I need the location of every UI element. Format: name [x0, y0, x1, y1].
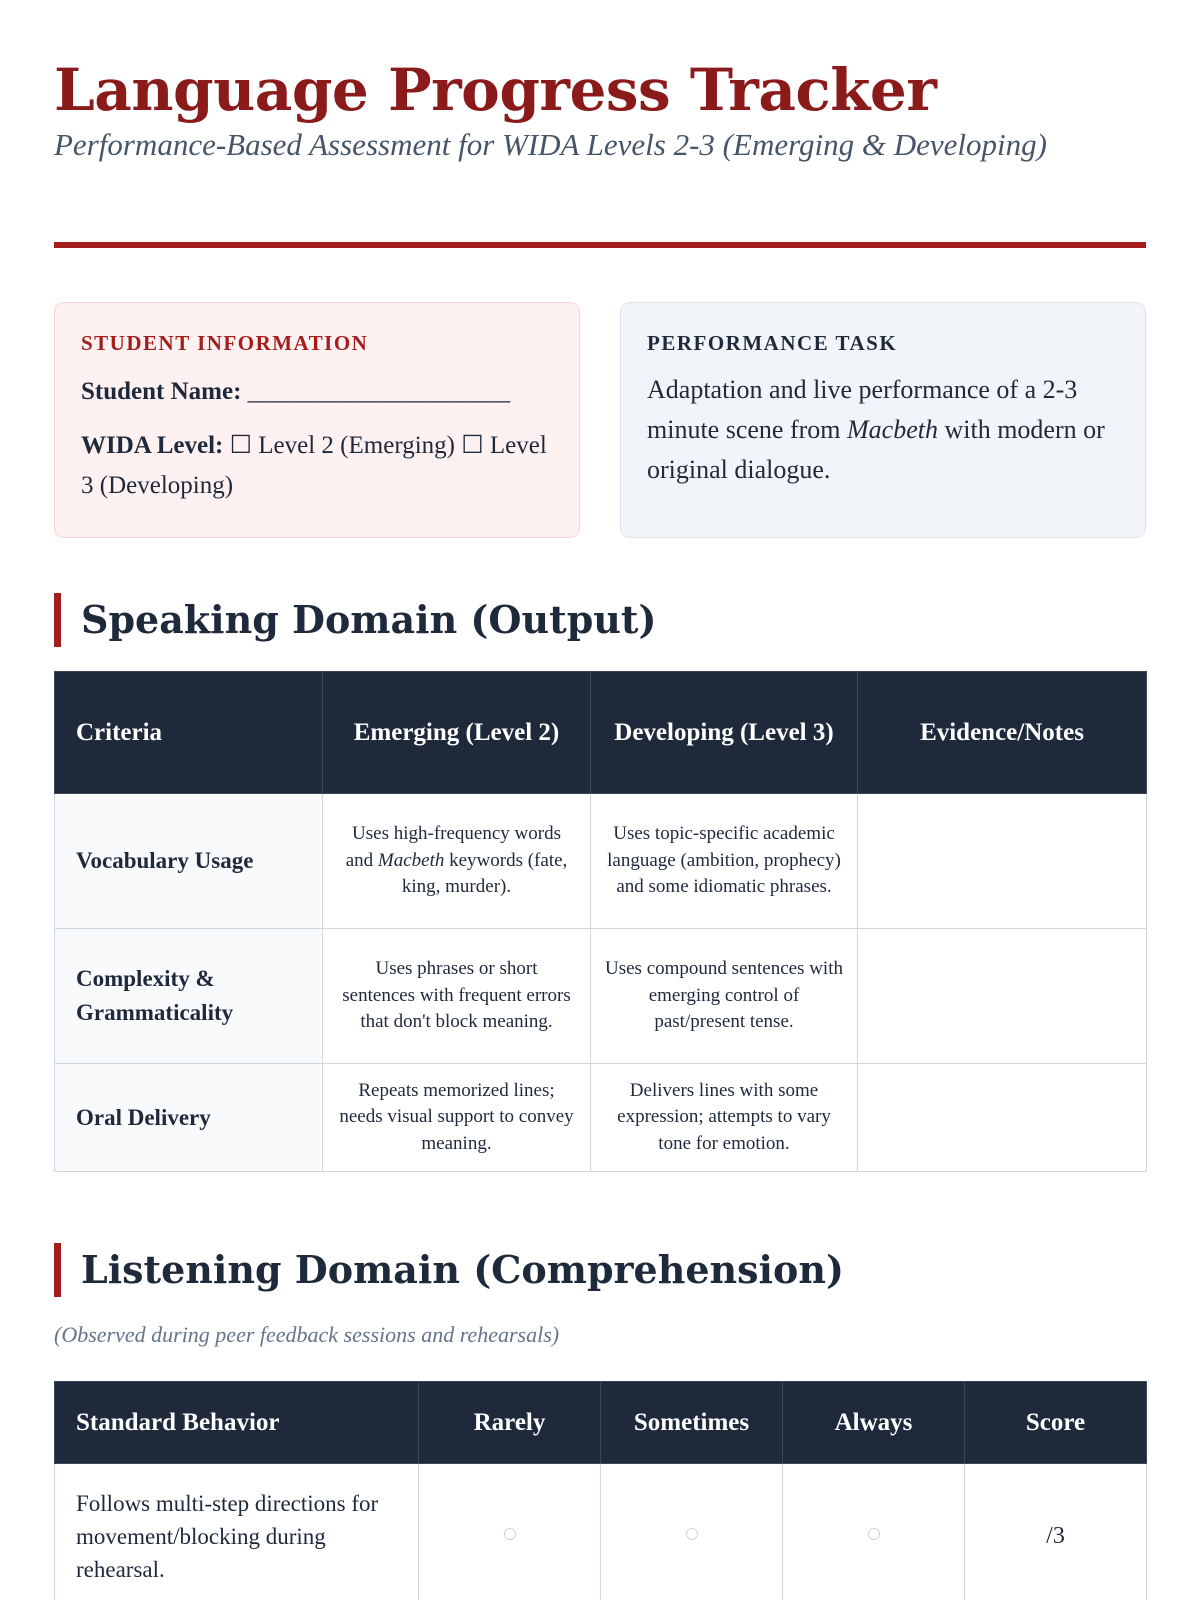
column-header: Always — [783, 1382, 965, 1464]
table-row — [55, 1064, 1147, 1172]
performance-task-card — [620, 302, 1146, 538]
evidence-notes-cell[interactable] — [858, 1064, 1147, 1172]
column-header: Developing (Level 3) — [591, 672, 858, 794]
sometimes-cell — [601, 1464, 783, 1600]
always-radio[interactable] — [868, 1528, 880, 1540]
column-header: Score — [965, 1382, 1147, 1464]
header-divider — [54, 242, 1146, 248]
table-row — [55, 929, 1147, 1064]
column-header: Emerging (Level 2) — [323, 672, 591, 794]
sometimes-radio[interactable] — [686, 1528, 698, 1540]
task-text-title: Macbeth — [847, 415, 938, 444]
performance-task-heading: PERFORMANCE TASK — [647, 331, 898, 355]
student-information-heading: STUDENT INFORMATION — [81, 331, 369, 355]
wida-level-field — [81, 426, 553, 506]
evidence-notes-cell[interactable] — [858, 929, 1147, 1064]
column-header: Standard Behavior — [55, 1382, 419, 1464]
student-name-field — [81, 372, 553, 412]
speaking-domain-heading: Speaking Domain (Output) — [54, 593, 656, 647]
evidence-notes-cell[interactable] — [858, 794, 1147, 929]
listening-rubric-table — [54, 1381, 1147, 1600]
emerging-cell: Uses phrases or short sentences with frequent errors that don't block meaning. — [323, 929, 591, 1064]
student-name-blank[interactable]: _____________________ — [247, 378, 511, 405]
student-name-label: Student Name: — [81, 378, 242, 405]
listening-note: (Observed during peer feedback sessions and rehearsals) — [54, 1322, 560, 1347]
column-header: Evidence/Notes — [858, 672, 1147, 794]
criteria-cell: Oral Delivery — [55, 1064, 323, 1172]
developing-cell: Delivers lines with some expression; attempts to vary tone for emotion. — [591, 1064, 858, 1172]
column-header: Criteria — [55, 672, 323, 794]
column-header: Sometimes — [601, 1382, 783, 1464]
behavior-cell: Follows multi-step directions for movement/blocking during rehearsal. — [55, 1464, 419, 1600]
criteria-cell: Vocabulary Usage — [55, 794, 323, 929]
table-header-row — [55, 1382, 1147, 1464]
developing-cell: Uses topic-specific academic language (ambition, prophecy) and some idiomatic phrases. — [591, 794, 858, 929]
page-subtitle: Performance-Based Assessment for WIDA Levels 2-3 (Emerging & Developing) — [54, 127, 1047, 162]
cell-text: keywords (fate, king, murder). — [401, 849, 568, 898]
rarely-cell — [419, 1464, 601, 1600]
emerging-cell: Repeats memorized lines; needs visual support to convey meaning. — [323, 1064, 591, 1172]
listening-domain-heading: Listening Domain (Comprehension) — [54, 1243, 844, 1297]
page-title: Language Progress Tracker — [54, 56, 937, 124]
speaking-rubric-table — [54, 671, 1147, 1172]
table-row — [55, 794, 1147, 929]
criteria-cell: Complexity & Grammaticality — [55, 929, 323, 1064]
always-cell — [783, 1464, 965, 1600]
table-row — [55, 1464, 1147, 1600]
table-header-row — [55, 672, 1147, 794]
cell-text-title: Macbeth — [377, 849, 445, 871]
score-cell — [965, 1464, 1147, 1600]
cell-text: Uses high-frequency words and — [345, 823, 561, 871]
score-value: /3 — [1046, 1522, 1065, 1549]
performance-task-description — [647, 370, 1119, 490]
task-text-part: Adaptation and live performance of a 2-3 minute scene from — [647, 375, 1078, 444]
task-text-part: with modern or original dialogue. — [647, 415, 1105, 484]
wida-level-label: WIDA Level: — [81, 432, 224, 459]
emerging-cell — [323, 794, 591, 929]
student-information-card — [54, 302, 580, 538]
developing-cell: Uses compound sentences with emerging control of past/present tense. — [591, 929, 858, 1064]
wida-level-option-3[interactable]: ☐ Level 3 (Developing) — [81, 432, 547, 499]
rarely-radio[interactable] — [504, 1528, 516, 1540]
wida-level-option-2[interactable]: ☐ Level 2 (Emerging) — [229, 432, 455, 459]
column-header: Rarely — [419, 1382, 601, 1464]
